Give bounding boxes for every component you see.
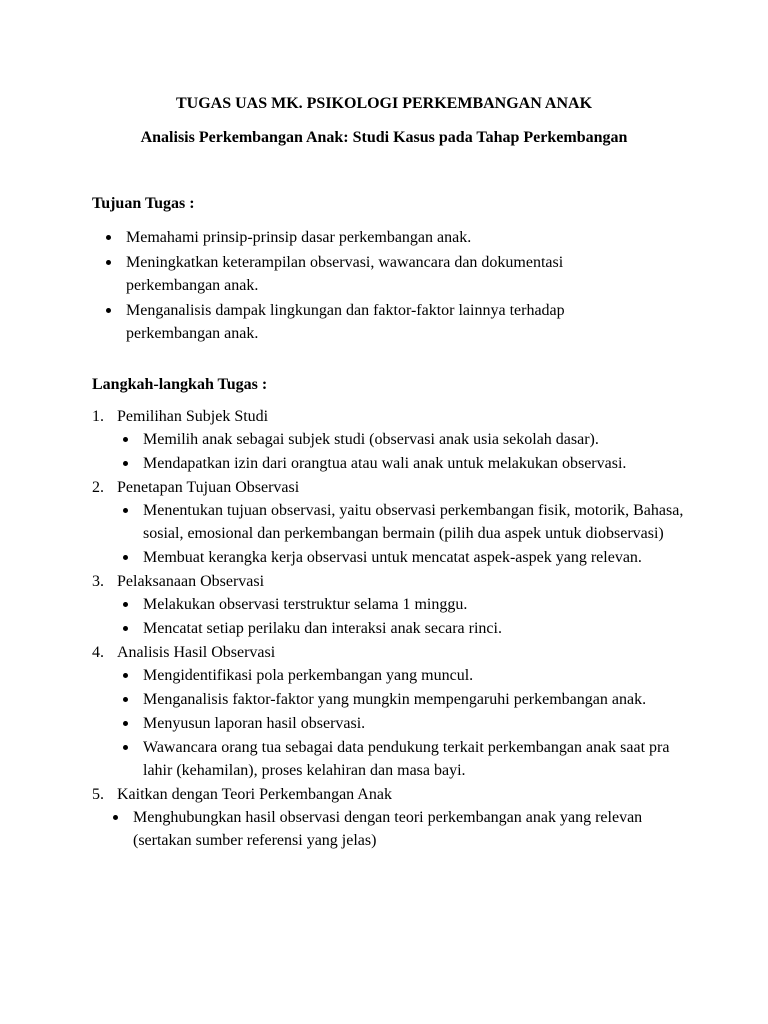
step-item [143,452,688,475]
step-number: 4. [92,644,104,661]
document-subtitle: Analisis Perkembangan Anak: Studi Kasus pada Tahap Perkembangan [140,129,628,146]
step-label: Penetapan Tujuan Observasi [117,479,300,496]
step-item-text: Mendapatkan izin dari orangtua atau wali anak untuk melakukan observasi. [143,455,627,472]
step-4 [92,641,692,782]
step-item [143,617,688,640]
step-items [133,806,678,852]
bullet-icon [123,555,128,560]
step-label: Pemilihan Subjek Studi [117,408,269,425]
langkah-heading: Langkah-langkah Tugas : [92,376,268,393]
step-item-text: Melakukan observasi terstruktur selama 1 minggu. [143,596,468,613]
steps-list [92,405,692,853]
step-item-text: Menyusun laporan hasil observasi. [143,715,366,732]
step-item-text: Memilih anak sebagai subjek studi (observasi anak usia sekolah dasar). [143,431,599,448]
bullet-icon [123,721,128,726]
step-item [143,712,688,735]
bullet-icon [113,815,118,820]
bullet-icon [106,308,111,313]
tujuan-list [126,226,646,347]
bullet-icon [123,697,128,702]
bullet-icon [123,508,128,513]
tujuan-heading: Tujuan Tugas : [92,195,195,212]
step-items [143,593,688,640]
step-item [143,499,688,545]
step-item [143,688,688,711]
step-label: Analisis Hasil Observasi [117,644,276,661]
step-label: Kaitkan dengan Teori Perkembangan Anak [117,786,392,803]
step-item-text: Menganalisis faktor-faktor yang mungkin mempengaruhi perkembangan anak. [143,691,647,708]
step-item [143,546,688,569]
step-item-text: Mengidentifikasi pola perkembangan yang muncul. [143,667,474,684]
step-items [143,499,688,569]
step-heading [92,783,692,806]
bullet-icon [106,260,111,265]
bullet-icon [123,461,128,466]
bullet-icon [123,626,128,631]
step-item-text: Membuat kerangka kerja observasi untuk mencatat aspek-aspek yang relevan. [143,549,642,566]
tujuan-item-text: Meningkatkan keterampilan observasi, wawancara dan dokumentasi perkembangan anak. [126,254,564,294]
bullet-icon [123,745,128,750]
step-5 [92,783,692,852]
step-label: Pelaksanaan Observasi [117,573,265,590]
tujuan-item-text: Memahami prinsip-prinsip dasar perkembangan anak. [126,229,472,246]
bullet-icon [123,602,128,607]
step-number: 3. [92,573,104,590]
step-item-text: Menentukan tujuan observasi, yaitu observasi perkembangan fisik, motorik, Bahasa, sosial, emosional dan perkembangan bermain (pilih dua aspek untuk diobservasi) [143,502,684,542]
step-number: 2. [92,479,104,496]
step-heading [92,476,692,499]
step-item [143,428,688,451]
step-item [143,664,688,687]
bullet-icon [106,235,111,240]
document-title: TUGAS UAS MK. PSIKOLOGI PERKEMBANGAN ANAK [175,95,593,112]
step-item-text: Wawancara orang tua sebagai data pendukung terkait perkembangan anak saat pra lahir (kehamilan), proses kelahiran dan masa bayi. [143,739,670,779]
step-item [143,736,688,782]
tujuan-item [126,226,646,249]
step-number: 5. [92,786,104,803]
tujuan-item [126,299,646,345]
step-item [143,593,688,616]
tujuan-item [126,251,646,297]
step-item-text: Mencatat setiap perilaku dan interaksi anak secara rinci. [143,620,502,637]
step-number: 1. [92,408,104,425]
step-items [143,428,688,475]
step-heading [92,570,692,593]
bullet-icon [123,437,128,442]
step-item [133,806,678,852]
step-items [143,664,688,782]
tujuan-item-text: Menganalisis dampak lingkungan dan faktor-faktor lainnya terhadap perkembangan anak. [126,302,565,342]
step-item-text: Menghubungkan hasil observasi dengan teori perkembangan anak yang relevan (sertakan sumber referensi yang jelas) [133,809,643,849]
step-heading [92,405,692,428]
step-3 [92,570,692,640]
step-2 [92,476,692,569]
step-1 [92,405,692,475]
step-heading [92,641,692,664]
bullet-icon [123,673,128,678]
